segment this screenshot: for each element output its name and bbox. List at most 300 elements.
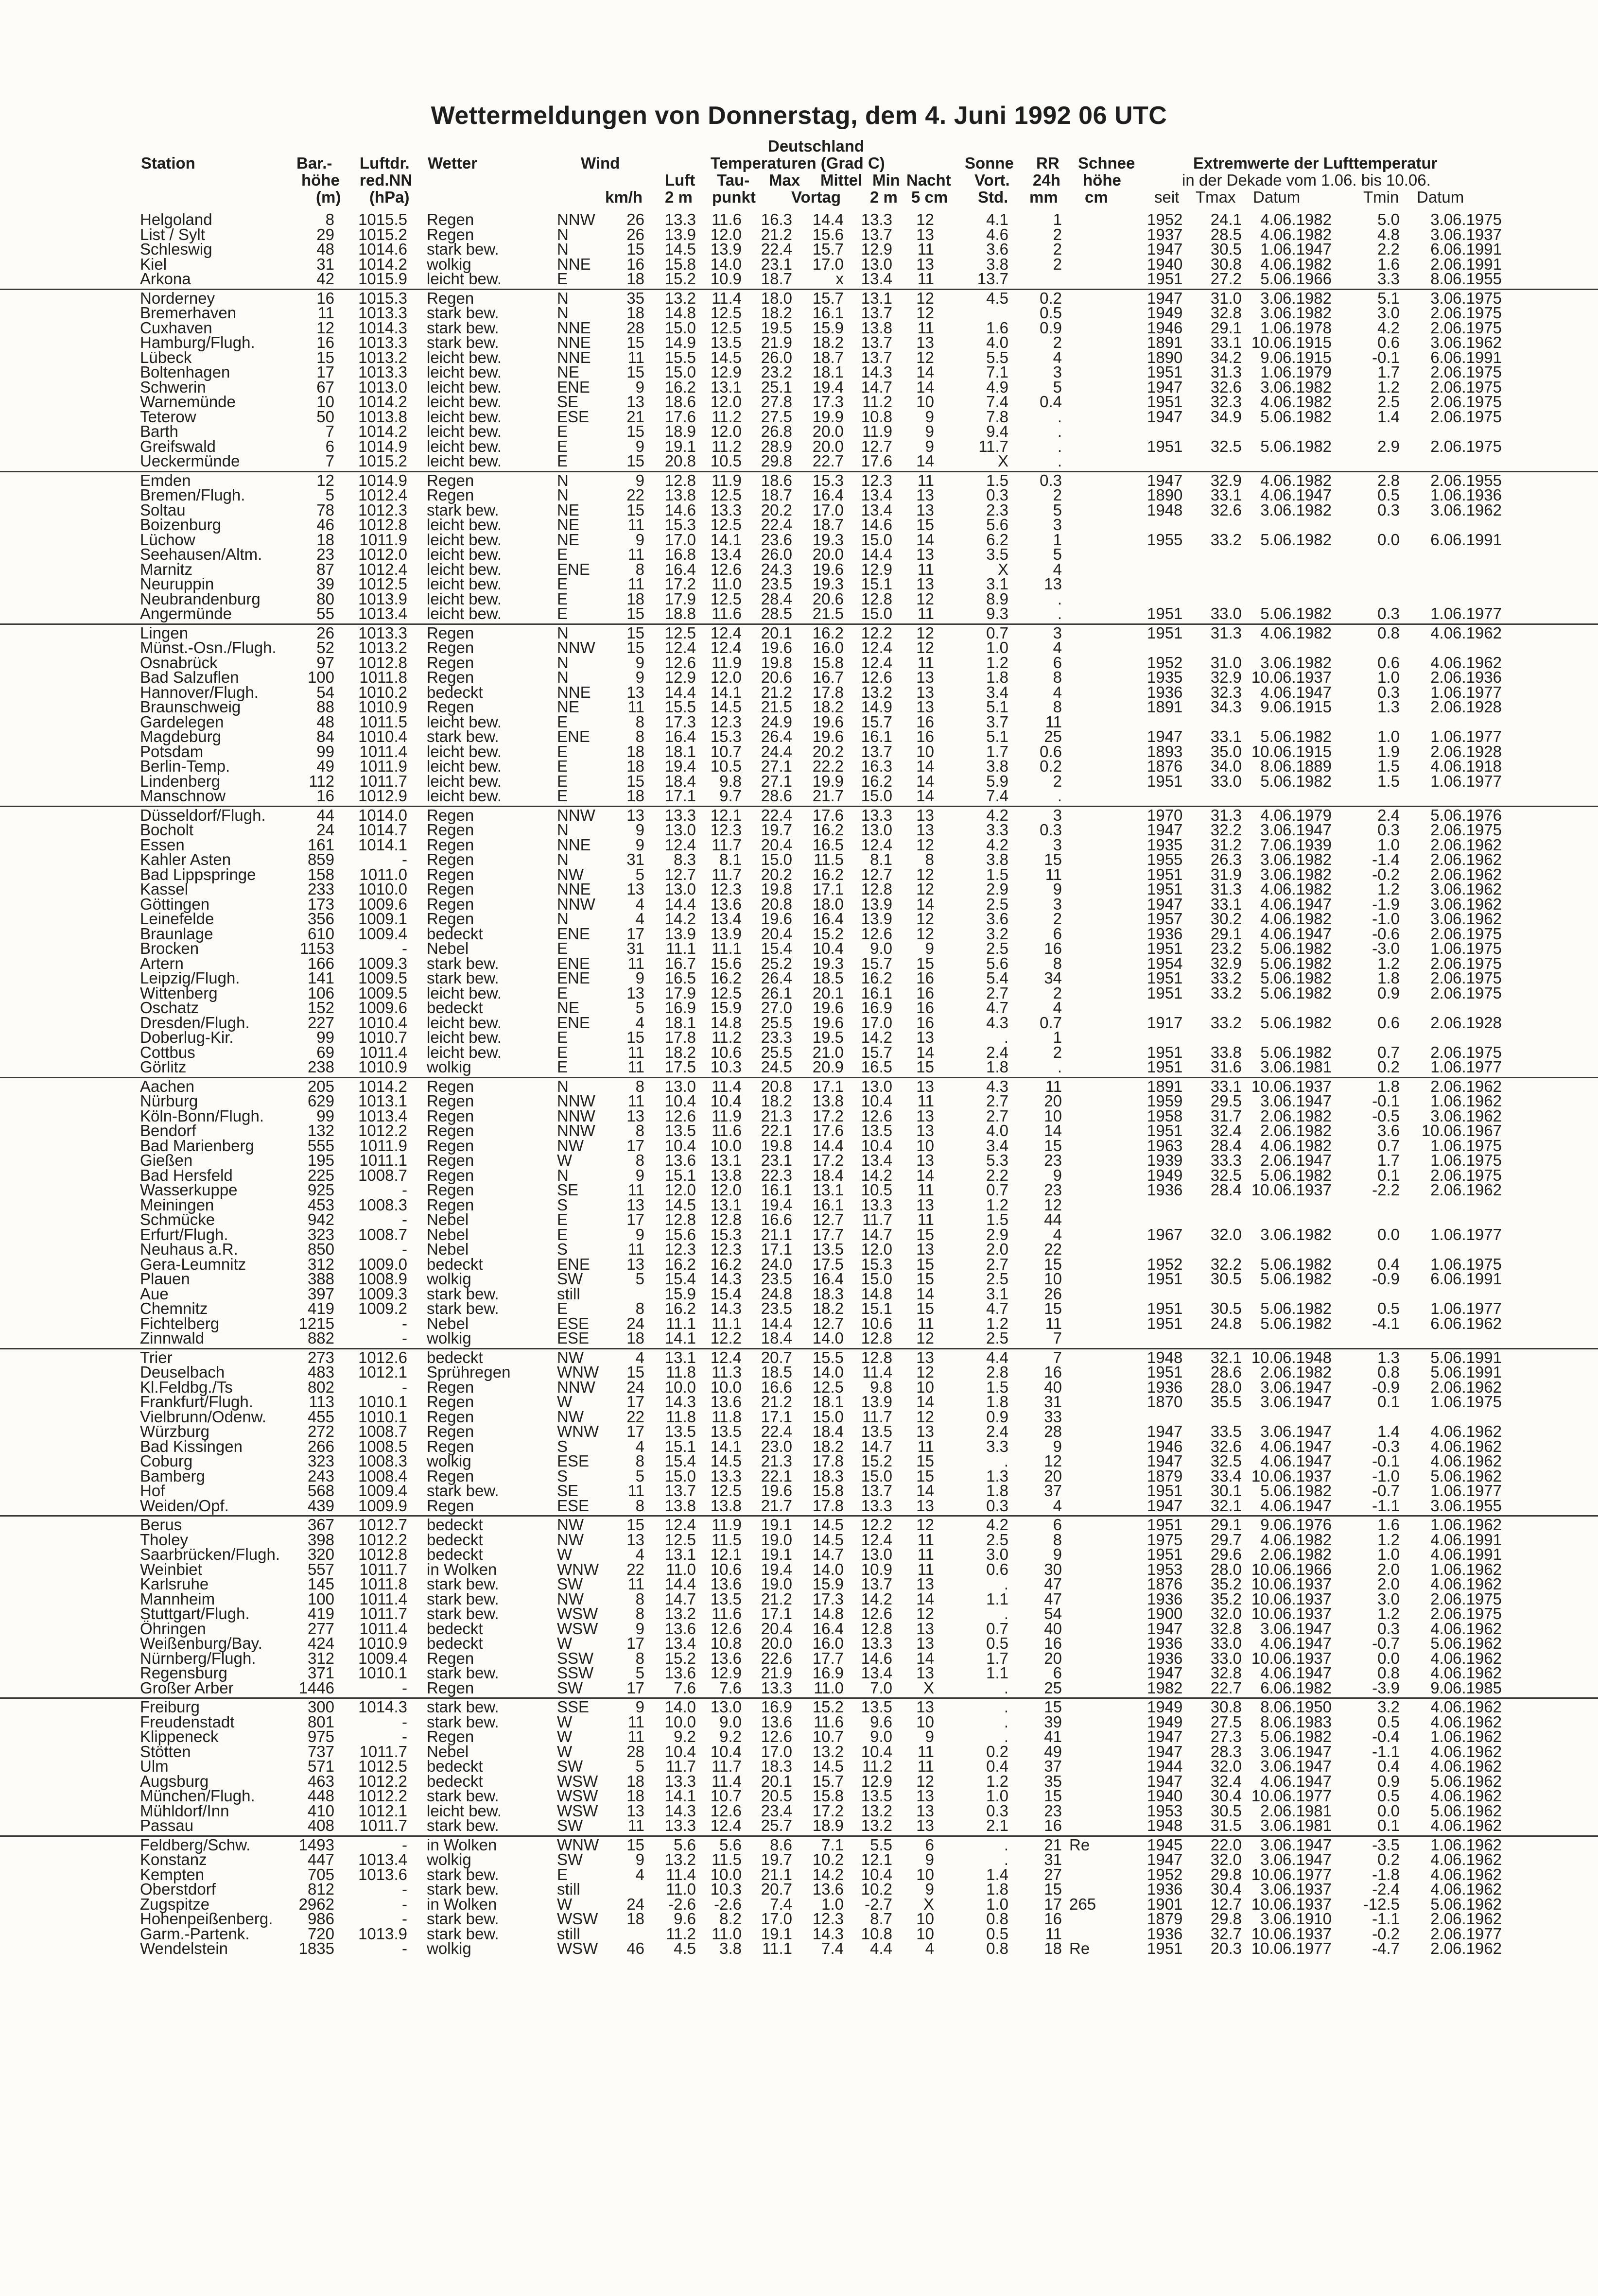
cell-tau: 12.9 xyxy=(710,363,742,381)
cell-nacht: 13 xyxy=(916,225,934,243)
header-max: Max xyxy=(769,171,800,189)
cell-datum-max: 5.06.1982 xyxy=(1260,1482,1332,1500)
cell-windgeschw: 17 xyxy=(626,1393,644,1411)
cell-sonne: 9.3 xyxy=(986,604,1008,622)
cell-windrich: W xyxy=(557,1895,573,1913)
cell-windgeschw: 5 xyxy=(635,1757,644,1775)
cell-nacht: 13 xyxy=(916,333,934,351)
table-row xyxy=(0,1729,1598,1744)
cell-station: Görlitz xyxy=(140,1058,187,1076)
cell-datum-min: 2.06.1962 xyxy=(1430,835,1502,854)
cell-nacht: 13 xyxy=(916,1348,934,1366)
table-row xyxy=(0,897,1598,912)
cell-windrich: N xyxy=(557,240,569,258)
cell-tmin: 0.0 xyxy=(1377,1225,1400,1243)
cell-sonne: 0.7 xyxy=(986,623,1008,642)
cell-mittel: 10.2 xyxy=(812,1850,844,1868)
cell-seit: 1949 xyxy=(1147,1166,1183,1184)
cell-wetter: bedeckt xyxy=(427,1772,483,1790)
table-row xyxy=(0,1257,1598,1272)
cell-nacht: 14 xyxy=(916,363,934,381)
cell-windrich: E xyxy=(557,1225,568,1243)
cell-datum-min: 4.06.1962 xyxy=(1430,1816,1502,1834)
cell-nacht: 16 xyxy=(916,712,934,731)
cell-tmin: 1.8 xyxy=(1377,1077,1400,1095)
cell-windgeschw: 15 xyxy=(626,240,644,258)
table-row xyxy=(0,653,1598,672)
cell-sonne: 3.1 xyxy=(986,1284,1008,1303)
header-station: Station xyxy=(141,154,195,172)
cell-windrich: W xyxy=(557,1712,573,1731)
cell-luftdr: 1011.4 xyxy=(359,1589,407,1608)
cell-sonne: 1.0 xyxy=(986,1787,1008,1805)
cell-datum-max: 4.06.1982 xyxy=(1260,623,1332,642)
table-row xyxy=(0,1284,1598,1303)
cell-tmin: -0.3 xyxy=(1372,1437,1400,1455)
cell-seit: 1951 xyxy=(1147,880,1183,898)
cell-datum-min: 3.06.1955 xyxy=(1430,1496,1502,1515)
cell-luft: 12.9 xyxy=(664,668,696,686)
cell-rr: 7 xyxy=(1053,1329,1062,1347)
cell-tmax: 24.1 xyxy=(1210,210,1242,228)
cell-hoehe: 12 xyxy=(316,318,334,337)
cell-hoehe: 408 xyxy=(307,1816,334,1834)
cell-wetter: wolkig xyxy=(427,1270,471,1288)
cell-wetter: leicht bew. xyxy=(427,575,502,593)
cell-windrich: N xyxy=(557,304,569,322)
cell-min: 13.7 xyxy=(861,225,892,243)
cell-sonne: 4.4 xyxy=(986,1348,1008,1366)
cell-station: Schwerin xyxy=(140,378,206,396)
cell-seit: 1890 xyxy=(1147,348,1183,366)
cell-nacht: 13 xyxy=(916,501,934,519)
cell-min: 14.7 xyxy=(861,1225,892,1243)
cell-datum-max: 5.06.1982 xyxy=(1260,727,1332,745)
cell-min: 12.8 xyxy=(861,1348,892,1366)
cell-sonne: 1.3 xyxy=(986,1467,1008,1485)
cell-min: 13.2 xyxy=(861,683,892,701)
cell-min: 4.4 xyxy=(870,1939,892,1957)
cell-seit: 1936 xyxy=(1147,1378,1183,1396)
cell-min: 16.1 xyxy=(861,727,892,745)
cell-wetter: Sprühregen xyxy=(427,1363,511,1381)
cell-datum-min: 1.06.1975 xyxy=(1430,1393,1502,1411)
cell-rr: 16 xyxy=(1044,1910,1062,1928)
cell-nacht: 12 xyxy=(916,210,934,228)
cell-tmin: 0.9 xyxy=(1377,984,1400,1002)
cell-datum-min: 2.06.1975 xyxy=(1430,984,1502,1002)
cell-luft: 16.8 xyxy=(664,545,696,563)
cell-tau: 13.6 xyxy=(710,1393,742,1411)
cell-tmin: -1.1 xyxy=(1372,1910,1400,1928)
cell-tmax: 32.8 xyxy=(1210,1619,1242,1638)
cell-luft: 9.2 xyxy=(674,1727,696,1745)
cell-mittel: 12.5 xyxy=(812,1378,844,1396)
cell-tmin: 5.1 xyxy=(1377,289,1400,307)
cell-rr: 31 xyxy=(1044,1850,1062,1868)
cell-rr: 11 xyxy=(1045,1077,1062,1095)
cell-windrich: SW xyxy=(557,1575,583,1593)
cell-hoehe: 67 xyxy=(316,378,334,396)
cell-mittel: 20.0 xyxy=(812,422,844,440)
cell-mittel: 21.5 xyxy=(812,604,844,622)
cell-seit: 1947 xyxy=(1147,240,1183,258)
cell-wetter: Regen xyxy=(427,835,474,854)
cell-windgeschw: 9 xyxy=(635,969,644,987)
cell-luftdr: 1011.7 xyxy=(359,772,407,790)
cell-nacht: 14 xyxy=(916,452,934,470)
cell-nacht: 12 xyxy=(916,1329,934,1347)
cell-windrich: ENE xyxy=(557,378,590,396)
cell-datum-max: 4.06.1982 xyxy=(1260,225,1332,243)
cell-tau: 11.4 xyxy=(712,1772,742,1790)
cell-windgeschw: 9 xyxy=(635,378,644,396)
cell-luftdr: 1010.9 xyxy=(358,1058,407,1076)
cell-nacht: 15 xyxy=(916,954,934,972)
cell-windrich: SW xyxy=(557,1816,583,1834)
cell-luftdr: 1014.3 xyxy=(358,1698,407,1716)
cell-nacht: 11 xyxy=(917,604,934,622)
cell-datum-max: 5.06.1982 xyxy=(1260,437,1332,455)
cell-min: 12.9 xyxy=(861,240,892,258)
cell-windgeschw: 18 xyxy=(626,757,644,775)
cell-tau: 11.9 xyxy=(712,471,742,489)
cell-hoehe: 106 xyxy=(307,984,334,1002)
cell-station: Braunlage xyxy=(140,924,213,943)
cell-datum-max: 2.06.1947 xyxy=(1260,1151,1332,1169)
cell-luft: 12.4 xyxy=(664,835,696,854)
cell-windrich: NW xyxy=(557,865,584,883)
cell-tmin: -1.8 xyxy=(1372,1865,1400,1883)
cell-min: 13.4 xyxy=(861,1151,892,1169)
cell-max: 21.3 xyxy=(761,1452,792,1470)
cell-hoehe: 410 xyxy=(307,1801,334,1820)
cell-tau: 11.1 xyxy=(712,939,742,957)
cell-mittel: 20.9 xyxy=(812,1058,844,1076)
cell-rr: 4 xyxy=(1053,1225,1062,1243)
cell-nacht: 6 xyxy=(925,1835,934,1854)
cell-wetter: Regen xyxy=(427,471,474,489)
cell-min: 14.8 xyxy=(861,1284,892,1303)
cell-tau: 16.2 xyxy=(710,1255,742,1273)
table-row xyxy=(0,439,1598,454)
cell-max: 18.6 xyxy=(761,471,792,489)
cell-windgeschw: 22 xyxy=(626,1407,644,1426)
cell-rr: 21 xyxy=(1044,1835,1062,1854)
cell-seit: 1951 xyxy=(1147,1482,1183,1500)
table-row xyxy=(0,1577,1598,1592)
cell-luft: 15.6 xyxy=(664,1225,696,1243)
cell-windrich: NNE xyxy=(557,318,591,337)
cell-sonne: 1.2 xyxy=(986,1772,1008,1790)
cell-datum-min: 2.06.1962 xyxy=(1430,1378,1502,1396)
cell-max: 17.0 xyxy=(761,1910,792,1928)
cell-seit: 1936 xyxy=(1147,1924,1183,1943)
cell-min: 14.6 xyxy=(861,516,892,534)
cell-tmax: 31.9 xyxy=(1210,865,1242,883)
cell-wetter: stark bew. xyxy=(427,727,499,745)
cell-station: Boltenhagen xyxy=(140,363,230,381)
cell-datum-min: 1.06.1977 xyxy=(1430,683,1502,701)
cell-rr: 4 xyxy=(1053,999,1062,1017)
cell-station: Konstanz xyxy=(140,1850,207,1868)
cell-windgeschw: 8 xyxy=(635,1122,644,1139)
cell-wetter: stark bew. xyxy=(427,1816,499,1834)
cell-luftdr: 1014.0 xyxy=(358,806,407,824)
cell-windrich: E xyxy=(557,757,568,775)
cell-datum-min: 2.06.1975 xyxy=(1430,969,1502,987)
cell-datum-min: 5.06.1962 xyxy=(1430,1467,1502,1485)
cell-luftdr: 1010.0 xyxy=(358,880,407,898)
cell-station: Regensburg xyxy=(140,1664,227,1682)
cell-wetter: Regen xyxy=(427,1678,474,1697)
cell-windrich: W xyxy=(557,1545,573,1563)
cell-sonne: 8.9 xyxy=(986,589,1008,608)
table-row xyxy=(0,882,1598,897)
cell-rr: 9 xyxy=(1053,1545,1062,1563)
cell-datum-max: 4.06.1947 xyxy=(1260,1496,1332,1515)
cell-windgeschw: 9 xyxy=(635,437,644,455)
cell-hoehe: 277 xyxy=(307,1619,334,1638)
cell-nacht: 15 xyxy=(916,1225,934,1243)
cell-luftdr: 1013.3 xyxy=(358,304,407,322)
cell-hoehe: 801 xyxy=(307,1712,334,1731)
table-row xyxy=(0,212,1598,227)
cell-tmin: 2.8 xyxy=(1377,471,1400,489)
cell-luftdr: - xyxy=(402,1378,407,1396)
cell-windgeschw: 4 xyxy=(635,1865,644,1883)
cell-hoehe: 87 xyxy=(316,560,334,578)
cell-rr: 40 xyxy=(1044,1378,1062,1396)
cell-windgeschw: 13 xyxy=(626,984,644,1002)
cell-nacht: 12 xyxy=(916,304,934,322)
cell-hoehe: 6 xyxy=(325,437,334,455)
cell-mittel: 16.4 xyxy=(812,1270,844,1288)
cell-seit: 1951 xyxy=(1147,1314,1183,1332)
cell-seit: 1951 xyxy=(1147,969,1183,987)
cell-sonne: 0.3 xyxy=(986,1496,1008,1515)
cell-rr: 14 xyxy=(1044,1122,1062,1139)
cell-luftdr: 1009.3 xyxy=(358,1284,407,1303)
cell-min: 11.2 xyxy=(862,393,892,411)
cell-tmax: 33.0 xyxy=(1210,1649,1242,1667)
cell-max: 21.9 xyxy=(761,1664,792,1682)
cell-datum-max: 5.06.1982 xyxy=(1260,1043,1332,1061)
cell-min: 12.9 xyxy=(861,560,892,578)
table-row xyxy=(0,789,1598,804)
cell-luftdr: - xyxy=(402,1727,407,1745)
cell-hoehe: 16 xyxy=(316,289,334,307)
cell-datum-min: 3.06.1962 xyxy=(1430,895,1502,913)
cell-tmin: 1.0 xyxy=(1377,835,1400,854)
cell-seit: 1947 xyxy=(1147,1452,1183,1470)
cell-tmin: 0.5 xyxy=(1377,1712,1400,1731)
cell-sonne: 2.7 xyxy=(986,1092,1008,1110)
cell-sonne: 1.2 xyxy=(986,1314,1008,1332)
cell-seit: 1951 xyxy=(1147,363,1183,381)
cell-luft: 15.4 xyxy=(664,1270,696,1288)
cell-wetter: bedeckt xyxy=(427,924,483,943)
cell-tmin: 1.3 xyxy=(1377,1348,1400,1366)
cell-sonne: 1.0 xyxy=(986,639,1008,656)
cell-windgeschw: 9 xyxy=(635,1619,644,1638)
cell-rr: 3 xyxy=(1053,806,1062,824)
cell-max: 21.2 xyxy=(761,1589,792,1608)
cell-windrich: NW xyxy=(557,1136,584,1155)
cell-luft: 10.4 xyxy=(664,1742,696,1761)
cell-hoehe: 859 xyxy=(307,850,334,868)
cell-datum-min: 4.06.1962 xyxy=(1430,1619,1502,1638)
cell-tmax: 32.4 xyxy=(1210,1772,1242,1790)
cell-max: 21.1 xyxy=(761,1225,792,1243)
cell-nacht: 15 xyxy=(916,1255,934,1273)
cell-windrich: ENE xyxy=(557,924,590,943)
cell-datum-max: 4.06.1947 xyxy=(1260,486,1332,504)
cell-sonne: 1.5 xyxy=(986,865,1008,883)
cell-tau: 13.5 xyxy=(710,1589,742,1608)
cell-luftdr: 1013.3 xyxy=(358,623,407,642)
cell-luftdr: 1012.2 xyxy=(358,1530,407,1549)
cell-luft: 14.5 xyxy=(664,1195,696,1214)
cell-windrich: NNW xyxy=(557,1378,595,1396)
header-nacht-1: Nacht xyxy=(906,171,951,189)
table-row xyxy=(0,1818,1598,1833)
cell-station: Bad Lippspringe xyxy=(140,865,256,883)
cell-windrich: N xyxy=(557,1077,569,1095)
cell-min: 14.2 xyxy=(861,1589,892,1608)
cell-seit: 1900 xyxy=(1147,1605,1183,1623)
cell-windgeschw: 22 xyxy=(626,1560,644,1578)
cell-max: 18.7 xyxy=(761,486,792,504)
table-row xyxy=(0,1060,1598,1075)
header-temperaturen: Temperaturen (Grad C) xyxy=(711,154,885,172)
cell-sonne: 4.0 xyxy=(986,333,1008,351)
cell-rr: 4 xyxy=(1053,348,1062,366)
cell-luft: 15.0 xyxy=(664,318,696,337)
cell-tmin: 1.5 xyxy=(1377,757,1400,775)
cell-tmin: 1.2 xyxy=(1377,880,1400,898)
cell-hoehe: 312 xyxy=(307,1649,334,1667)
cell-max: 20.1 xyxy=(761,623,792,642)
cell-min: 15.0 xyxy=(861,1467,892,1485)
cell-windgeschw: 8 xyxy=(635,1649,644,1667)
cell-hoehe: 42 xyxy=(316,270,334,288)
cell-sonne: 1.6 xyxy=(986,318,1008,337)
cell-luft: 11.7 xyxy=(666,1757,696,1775)
cell-tmax: 33.1 xyxy=(1210,333,1242,351)
table-row xyxy=(0,1606,1598,1622)
cell-luft: 16.5 xyxy=(664,969,696,987)
cell-tmin: 0.0 xyxy=(1377,1801,1400,1820)
cell-min: 10.4 xyxy=(861,1742,892,1761)
cell-luft: 15.3 xyxy=(664,516,696,534)
cell-tmin: 0.4 xyxy=(1377,1757,1400,1775)
cell-seit: 1951 xyxy=(1147,270,1183,288)
cell-rr: 37 xyxy=(1044,1757,1062,1775)
cell-station: Mühldorf/Inn xyxy=(140,1801,229,1820)
cell-sonne: 2.9 xyxy=(986,1225,1008,1243)
cell-sonne: 7.4 xyxy=(986,787,1008,805)
cell-rr: 35 xyxy=(1044,1772,1062,1790)
cell-rr: 47 xyxy=(1044,1589,1062,1608)
cell-nacht: 10 xyxy=(916,393,934,411)
cell-windrich: N xyxy=(557,225,569,243)
cell-luft: 13.6 xyxy=(664,1619,696,1638)
cell-hoehe: 812 xyxy=(307,1880,334,1898)
cell-mittel: 18.2 xyxy=(812,1437,844,1455)
cell-datum-min: 3.06.1962 xyxy=(1430,880,1502,898)
cell-hoehe: 88 xyxy=(316,698,334,716)
cell-max: 18.4 xyxy=(761,1329,792,1347)
cell-nacht: 12 xyxy=(916,880,934,898)
cell-windgeschw: 15 xyxy=(626,501,644,519)
cell-rr: 15 xyxy=(1044,850,1062,868)
cell-windrich: WSW xyxy=(557,1772,598,1790)
table-row xyxy=(0,503,1598,518)
cell-hoehe: 243 xyxy=(307,1467,334,1485)
cell-luft: 15.5 xyxy=(664,348,696,366)
cell-sonne: 5.6 xyxy=(986,516,1008,534)
cell-windgeschw: 5 xyxy=(635,1467,644,1485)
cell-tau: 13.6 xyxy=(710,895,742,913)
cell-wetter: Regen xyxy=(427,1181,474,1199)
cell-mittel: 13.6 xyxy=(812,1880,844,1898)
cell-tmin: 1.9 xyxy=(1377,742,1400,760)
cell-tau: 16.2 xyxy=(710,969,742,987)
cell-luftdr: 1012.0 xyxy=(358,545,407,563)
cell-sonne: 1.7 xyxy=(986,1649,1008,1667)
cell-max: 14.4 xyxy=(761,1314,792,1332)
cell-windgeschw: 4 xyxy=(635,1545,644,1563)
cell-min: 13.5 xyxy=(861,1787,892,1805)
table-row xyxy=(0,1789,1598,1804)
cell-tmax: 12.7 xyxy=(1210,1895,1242,1913)
cell-hoehe: 424 xyxy=(307,1634,334,1652)
cell-rr: 10 xyxy=(1044,1270,1062,1288)
cell-luftdr: 1014.2 xyxy=(358,393,407,411)
cell-seit: 1955 xyxy=(1147,850,1183,868)
cell-seit: 1947 xyxy=(1147,1422,1183,1440)
cell-datum-max: 10.06.1937 xyxy=(1251,1924,1332,1943)
cell-datum-min: 4.06.1962 xyxy=(1430,1452,1502,1470)
cell-datum-max: 4.06.1982 xyxy=(1260,1530,1332,1549)
cell-luft: 12.3 xyxy=(664,1240,696,1258)
cell-windrich: N xyxy=(557,653,569,672)
cell-tmax: 32.9 xyxy=(1210,954,1242,972)
cell-windgeschw: 4 xyxy=(635,910,644,928)
cell-rr: 6 xyxy=(1053,924,1062,943)
cell-windgeschw: 5 xyxy=(635,1270,644,1288)
cell-mittel: 14.3 xyxy=(812,1924,844,1943)
cell-rr: 5 xyxy=(1053,501,1062,519)
cell-mittel: 15.8 xyxy=(812,1482,844,1500)
cell-tau: 7.6 xyxy=(719,1678,742,1697)
cell-max: 26.0 xyxy=(761,545,792,563)
cell-station: Kahler Asten xyxy=(140,850,231,868)
table-row xyxy=(0,1001,1598,1016)
cell-station: Plauen xyxy=(140,1270,190,1288)
cell-luft: 12.4 xyxy=(664,639,696,656)
cell-luft: 13.0 xyxy=(664,821,696,839)
header-bar-hoehe-1: Bar.- xyxy=(296,154,332,172)
cell-tau: 13.3 xyxy=(710,1467,742,1485)
table-row xyxy=(0,1636,1598,1651)
cell-tau: 12.1 xyxy=(710,806,742,824)
cell-wetter: Regen xyxy=(427,1422,474,1440)
cell-min: 11.7 xyxy=(862,1407,892,1426)
cell-wetter: Regen xyxy=(427,1092,474,1110)
cell-max: 28.6 xyxy=(761,787,792,805)
